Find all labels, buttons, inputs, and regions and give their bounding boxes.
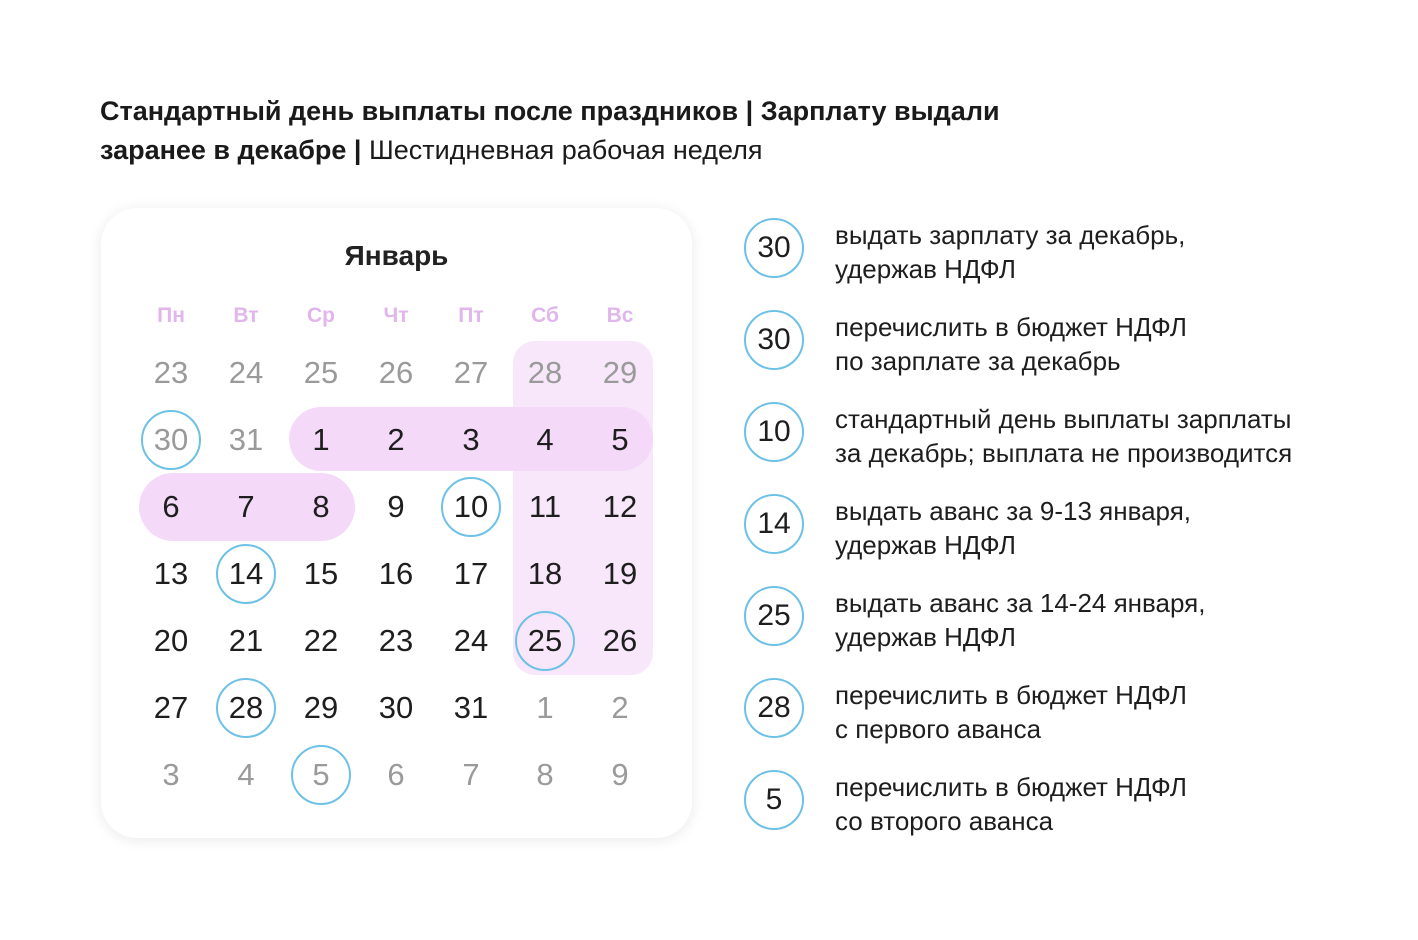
calendar-day-marked: 14 [216,544,276,604]
legend-text-line: удержав НДФЛ [835,622,1016,652]
calendar-day: 15 [303,556,339,591]
calendar-day: 22 [303,623,339,658]
weekday-header: Вс [606,304,634,327]
legend-text-line: стандартный день выплаты зарплаты [835,404,1292,434]
legend-day-circle: 14 [744,494,804,554]
calendar-day: 23 [378,623,414,658]
calendar-day: 5 [611,422,629,457]
calendar-day: 6 [162,489,180,524]
legend-text [835,310,1375,378]
title-separator: | [738,96,761,126]
legend-text-line: по зарплате за декабрь [835,346,1121,376]
legend-text-line: перечислить в бюджет НДФЛ [835,772,1187,802]
title-part-2: Зарплату выдали заранее в декабре [100,96,1000,165]
title-part-3: Шестидневная рабочая неделя [368,135,763,165]
title-part-1: Стандартный день выплаты после праздников [100,96,739,126]
legend-text-line: с первого аванса [835,714,1042,744]
legend-text [835,494,1375,562]
calendar-day: 17 [453,556,489,591]
calendar-day: 4 [536,422,554,457]
legend-text [835,218,1375,286]
calendar-day: 9 [611,757,629,792]
calendar-day: 8 [536,757,554,792]
calendar-day: 28 [527,355,563,390]
calendar-day: 18 [527,556,563,591]
legend-text-line: выдать аванс за 14-24 января, [835,588,1206,618]
legend-text-line: удержав НДФЛ [835,254,1016,284]
legend-text-line: перечислить в бюджет НДФЛ [835,680,1187,710]
calendar-day: 3 [462,422,480,457]
calendar-day: 21 [228,623,264,658]
weekday-header: Чт [383,304,409,327]
calendar-day: 3 [162,757,180,792]
calendar-day: 1 [312,422,330,457]
calendar-day: 2 [611,690,629,725]
calendar-day: 30 [378,690,414,725]
calendar-day: 9 [387,489,405,524]
calendar-day: 31 [453,690,489,725]
calendar-day-marked: 10 [441,477,501,537]
legend-text [835,586,1375,654]
legend-text-line: со второго аванса [835,806,1054,836]
legend-text [835,678,1375,746]
legend-text-line: выдать зарплату за декабрь, [835,220,1186,250]
legend-text-line: удержав НДФЛ [835,530,1016,560]
legend-text [835,402,1375,470]
calendar-day-marked: 28 [216,678,276,738]
calendar-day: 2 [387,422,405,457]
calendar-day: 11 [528,489,562,524]
weekday-header: Ср [307,304,335,327]
title-separator: | [346,135,369,165]
calendar-day: 27 [453,355,489,390]
legend-day-circle: 30 [744,310,804,370]
calendar-day: 1 [536,690,554,725]
calendar-card [101,208,692,838]
calendar-day: 4 [237,757,255,792]
calendar-day: 6 [387,757,405,792]
calendar-day: 7 [237,489,255,524]
legend-day-circle: 10 [744,402,804,462]
calendar-day: 12 [602,489,638,524]
legend-text-line: выдать аванс за 9-13 января, [835,496,1192,526]
calendar-day: 26 [602,623,638,658]
calendar-day-marked: 25 [515,611,575,671]
calendar-day: 20 [153,623,189,658]
calendar-day: 25 [303,355,339,390]
weekday-header: Пт [458,304,484,327]
calendar-day: 26 [378,355,414,390]
calendar-day: 16 [378,556,414,591]
legend-day-circle: 30 [744,218,804,278]
calendar-day: 13 [153,556,189,591]
calendar-day-marked: 30 [141,410,201,470]
calendar-day: 19 [602,556,638,591]
legend-day-circle: 25 [744,586,804,646]
calendar-day: 27 [153,690,189,725]
weekday-header: Сб [531,304,559,327]
weekday-header: Пн [157,304,185,327]
month-title: Январь [344,240,449,271]
calendar-day: 24 [453,623,489,658]
calendar-day: 7 [462,757,480,792]
legend-day-circle: 5 [744,770,804,830]
calendar-day: 31 [228,422,264,457]
calendar-day: 29 [602,355,638,390]
legend-text-line: за декабрь; выплата не производится [835,438,1293,468]
calendar-day: 29 [303,690,339,725]
weekday-header: Вт [233,304,259,327]
legend-text [835,770,1375,838]
page-title [100,92,1060,170]
calendar-day: 23 [153,355,189,390]
calendar-day: 8 [312,489,330,524]
legend-day-circle: 28 [744,678,804,738]
legend-text-line: перечислить в бюджет НДФЛ [835,312,1187,342]
calendar-day: 24 [228,355,264,390]
calendar-day-marked: 5 [291,745,351,805]
